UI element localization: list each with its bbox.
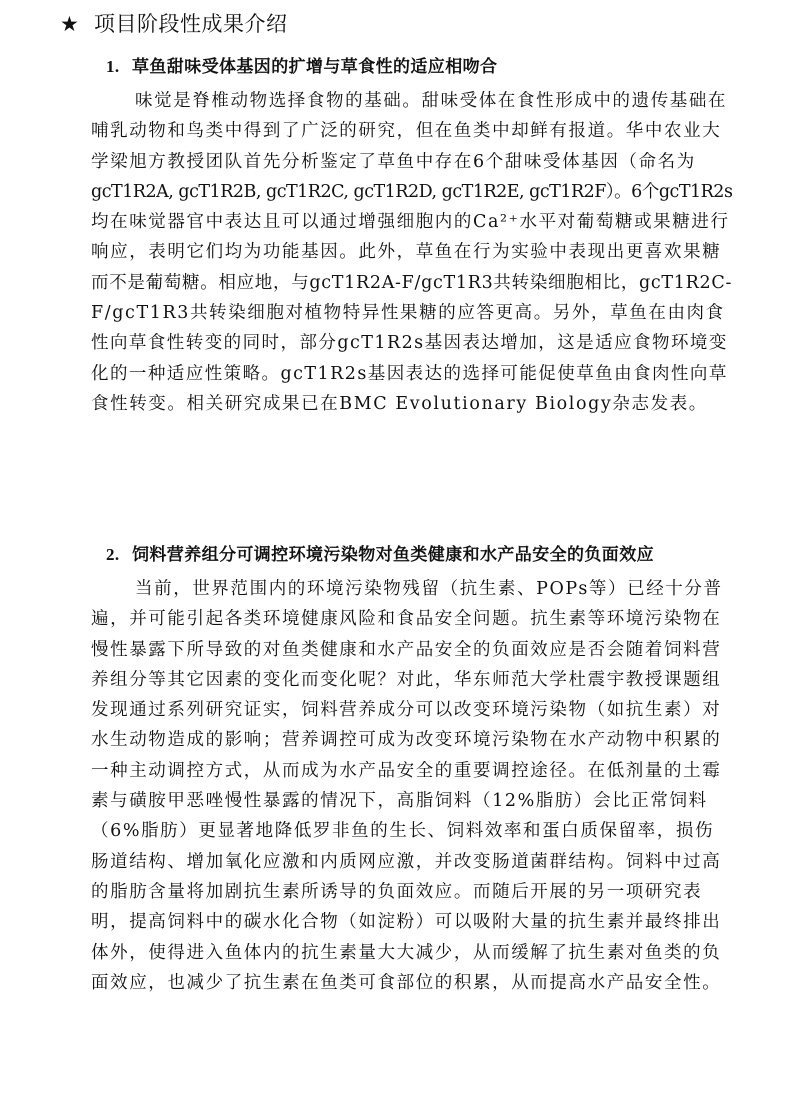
paragraph-line: 均在味觉器官中表达且可以通过增强细胞内的Ca²⁺水平对葡萄糖或果糖进行 — [91, 212, 730, 233]
paragraph-line: 性向草食性转变的同时，部分gcT1R2s基因表达增加，这是适应食物环境变 — [91, 333, 728, 354]
section-2-title — [106, 540, 654, 565]
paragraph-line: 水生动物造成的影响；营养调控可成为改变环境污染物在水产动物中积累的 — [91, 730, 722, 751]
paragraph-line: 响应，表明它们均为功能基因。此外，草鱼在行为实验中表现出更喜欢果糖 — [91, 242, 722, 263]
paragraph-line: 味觉是脊椎动物选择食物的基础。甜味受体在食性形成中的遗传基础在 — [135, 91, 728, 111]
paragraph-line: 当前，世界范围内的环境污染物残留（抗生素、POPs等）已经十分普 — [135, 579, 723, 599]
heading-text: 项目阶段性成果介绍 — [94, 12, 288, 36]
paragraph-line: 慢性暴露下所导致的对鱼类健康和水产品安全的负面效应是否会随着饲料营 — [91, 639, 722, 660]
paragraph-line: （6%脂肪）更显著地降低罗非鱼的生长、饲料效率和蛋白质保留率，损伤 — [91, 821, 715, 842]
section-1-title — [106, 52, 497, 77]
paragraph-line: 发现通过系列研究证实，饲料营养成分可以改变环境污染物（如抗生素）对 — [91, 700, 722, 721]
paragraph-line: 的脂肪含量将加剧抗生素所诱导的负面效应。而随后开展的另一项研究表 — [91, 881, 703, 902]
paragraph-line: 面效应，也减少了抗生素在鱼类可食部位的积累，从而提高水产品安全性。 — [91, 972, 722, 993]
paragraph-line: 素与磺胺甲恶唑慢性暴露的情况下，高脂饲料（12%脂肪）会比正常饲料 — [91, 791, 708, 812]
section-2-paragraph — [91, 574, 731, 998]
section-1-paragraph — [91, 86, 731, 419]
section-1-number: 1. — [106, 57, 120, 76]
paragraph-line: 肠道结构、增加氧化应激和内质网应激，并改变肠道菌群结构。饲料中过高 — [91, 851, 722, 872]
paragraph-line: 学梁旭方教授团队首先分析鉴定了草鱼中存在6个甜味受体基因（命名为 — [91, 151, 696, 172]
section-1-title-text: 草鱼甜味受体基因的扩增与草食性的适应相吻合 — [132, 57, 498, 77]
paragraph-line: 一种主动调控方式，从而成为水产品安全的重要调控途径。在低剂量的土霉 — [91, 760, 722, 781]
paragraph-line: 化的一种适应性策略。gcT1R2s基因表达的选择可能促使草鱼由食肉性向草 — [91, 363, 728, 384]
star-icon: ★ — [60, 12, 80, 36]
paragraph-line: 食性转变。相关研究成果已在BMC Evolutionary Biology杂志发表。 — [91, 393, 708, 414]
section-2-title-text: 饲料营养组分可调控环境污染物对鱼类健康和水产品安全的负面效应 — [132, 545, 654, 565]
paragraph-line: 哺乳动物和鸟类中得到了广泛的研究，但在鱼类中却鲜有报道。华中农业大 — [91, 121, 722, 142]
paragraph-line: 体外，使得进入鱼体内的抗生素量大大减少，从而缓解了抗生素对鱼类的负 — [91, 942, 722, 963]
paragraph-line: 养组分等其它因素的变化而变化呢？对此，华东师范大学杜震宇教授课题组 — [91, 669, 722, 690]
paragraph-line: F/gcT1R3共转染细胞对植物特异性果糖的应答更高。另外，草鱼在由肉食 — [91, 303, 725, 324]
section-2-number: 2. — [106, 545, 120, 564]
paragraph-line: gcT1R2A, gcT1R2B, gcT1R2C, gcT1R2D, gcT1R2E, gcT1R2F）。6个gcT1R2s — [91, 181, 733, 202]
page-heading — [60, 8, 288, 38]
paragraph-line: 而不是葡萄糖。相应地，与gcT1R2A-F/gcT1R3共转染细胞相比，gcT1R2C- — [91, 272, 733, 293]
paragraph-line: 遍，并可能引起各类环境健康风险和食品安全问题。抗生素等环境污染物在 — [91, 609, 722, 630]
paragraph-line: 明，提高饲料中的碳水化合物（如淀粉）可以吸附大量的抗生素并最终排出 — [91, 912, 722, 933]
